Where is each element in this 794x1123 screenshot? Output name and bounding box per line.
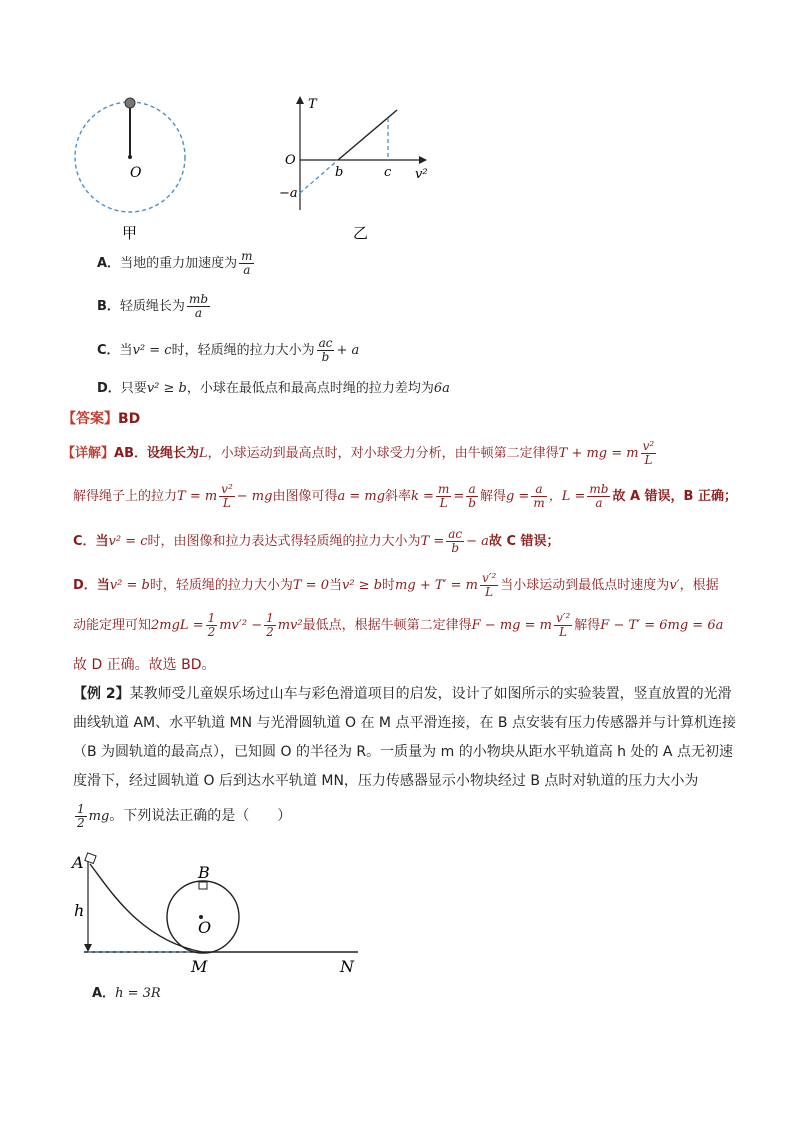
detail-line-4: D．当v² = b时，轻质绳的拉力大小为T = 0当v² ≥ b时mg + T′ = m $\frac{\text{v′²}}{L}$ 当小球运动到最低点时速度为v′，根据 xyxy=(73,571,719,599)
option-c: C．当v² = c时，轻质绳的拉力大小为 $\frac{ac}{b}$ + a xyxy=(97,336,360,364)
detail-line-6: 故 D 正确。故选 BD。 xyxy=(73,657,216,673)
example2-line-1: 【例 2】某教师受儿童娱乐场过山车与彩色滑道项目的启发，设计了如图所示的实验装置，竖直放置的光滑 xyxy=(73,686,732,702)
example2-line-3: （B 为圆轨道的最高点），已知圆 O 的半径为 R。一质量为 m 的小物块从距水平轨道高 h 处的 A 点无初速 xyxy=(73,744,733,760)
label-b: b xyxy=(335,165,344,180)
fig2-label-a: A xyxy=(72,853,84,872)
height-arrow-head xyxy=(84,944,92,952)
fig2-label-h: h xyxy=(74,901,85,920)
detail-line-3: C．当v² = c时，由图像和拉力表达式得轻质绳的拉力大小为T = $\frac{ac}{b}$ − a故 C 错误； xyxy=(73,527,560,555)
option-d: D．只要v² ≥ b，小球在最低点和最高点时绳的拉力差均为6a xyxy=(97,381,450,396)
figure-jia xyxy=(60,90,200,245)
example2-line-5: $\frac{1}{2}$ mg。下列说法正确的是（ ） xyxy=(77,801,292,830)
curve-am xyxy=(90,864,202,952)
label-v2: v² xyxy=(415,167,428,182)
ball xyxy=(125,98,135,108)
fig2-label-m: M xyxy=(191,957,208,976)
v2-axis-arrow xyxy=(419,156,427,164)
sensor-b xyxy=(199,882,207,889)
label-o: O xyxy=(130,165,142,181)
figure-2 xyxy=(70,850,370,980)
caption-jia: 甲 xyxy=(122,224,138,242)
fig2-label-b: B xyxy=(198,863,210,882)
option-b: B．轻质绳长为 $\frac{mb}{a}$ xyxy=(97,292,208,320)
option2-a: A．h = 3R xyxy=(92,986,161,1001)
detail-line-2: 解得绳子上的拉力T = m $\frac{\text{v²}}{L}$ − mg由图像可得a = mg斜率k = $\frac{m}{L}$ = $\frac{a}{b}$ 解得g = $\frac{a}{m}$ ，L = $\frac{mb}{a}$ 故 A 错误，B 正确； xyxy=(73,482,737,510)
answer-line: 【答案】BD xyxy=(62,411,141,427)
option-a: A．当地的重力加速度为 $\frac{m}{a}$ xyxy=(97,249,253,277)
center-dot xyxy=(128,155,132,159)
detail-line-1: 【详解】AB．设绳长为L，小球运动到最高点时，对小球受力分析，由牛顿第二定律得T + mg = m $\frac{\text{v²}}{L}$ xyxy=(62,439,655,467)
example2-line-4: 度滑下，经过圆轨道 O 后到达水平轨道 MN，压力传感器显示小物块经过 B 点时对轨道的压力大小为 xyxy=(73,773,699,789)
figure-yi xyxy=(275,90,445,245)
example2-text xyxy=(73,680,736,831)
t-axis-arrow xyxy=(296,96,304,104)
label-t: T xyxy=(308,97,317,112)
caption-yi: 乙 xyxy=(353,224,369,242)
label-origin: O xyxy=(285,153,296,168)
example2-line-2: 曲线轨道 AM、水平轨道 MN 与光滑圆轨道 O 在 M 点平滑连接，在 B 点安装有压力传感器并与计算机连接 xyxy=(73,715,736,731)
label-neg-a: −a xyxy=(279,186,298,201)
fig2-label-o: O xyxy=(198,918,212,937)
graph-dashed-extension xyxy=(300,160,338,193)
label-c: c xyxy=(384,165,392,180)
block-a xyxy=(85,853,96,864)
detail-line-5: 动能定理可知2mgL = $\frac{1}{2}$ mv′² − $\frac{1}{2}$ mv²最低点，根据牛顿第二定律得F − mg = m $\frac{\text{v′²}}{L}$ 解得F − T′ = 6mg = 6a xyxy=(73,611,724,639)
fig2-label-n: N xyxy=(340,957,354,976)
